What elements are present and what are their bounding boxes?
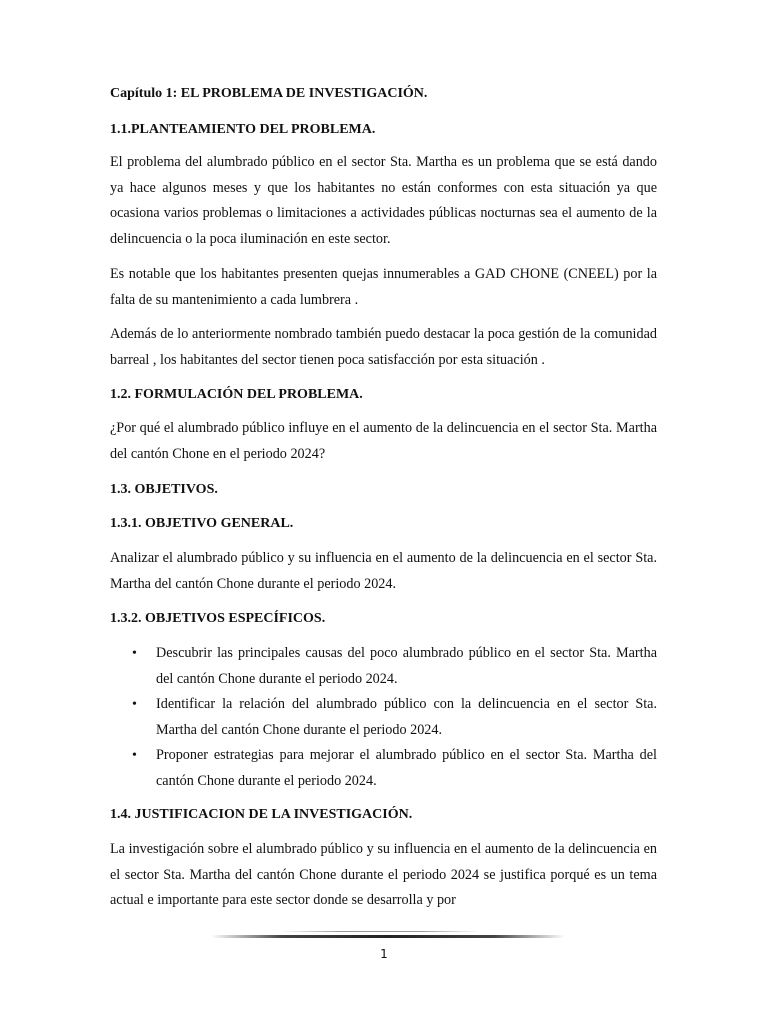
list-item-text: Identificar la relación del alumbrado público con la delincuencia en el sector Sta. Martha del cantón Chone durante el periodo 2024.: [156, 696, 657, 738]
heading-1-3: 1.3. OBJETIVOS.: [110, 482, 218, 497]
list-item: [110, 743, 657, 794]
paragraph-planteamiento: El problema del alumbrado público en el sector Sta. Martha es un problema que se está dando ya hace algunos meses y que los habitantes no están conformes con esta situación ya que ocasiona varios problemas o limitaciones a actividades públicas nocturnas sea el aumento de la delincuencia o la poca iluminación en este sector.: [110, 154, 657, 247]
paragraph-justificacion: La investigación sobre el alumbrado público y su influencia en el aumento de la delincuencia en el sector Sta. Martha del cantón Chone durante el periodo 2024 se justifica porqué es un tema actual e importante para este sector donde se desarrolla y por: [110, 841, 657, 908]
paragraph-formulacion: ¿Por qué el alumbrado público influye en el aumento de la delincuencia en el sector Sta. Martha del cantón Chone en el periodo 2024?: [110, 420, 657, 462]
paragraph-objetivo-general: Analizar el alumbrado público y su influencia en el aumento de la delincuencia en el sector Sta. Martha del cantón Chone durante el periodo 2024.: [110, 550, 657, 592]
heading-1-3-1: 1.3.1. OBJETIVO GENERAL.: [110, 516, 294, 531]
footer-divider-light: [280, 931, 480, 932]
heading-1-1: 1.1.PLANTEAMIENTO DEL PROBLEMA.: [110, 122, 376, 137]
objetivos-especificos-list: [110, 641, 657, 794]
chapter-title: Capítulo 1: EL PROBLEMA DE INVESTIGACIÓN.: [110, 86, 428, 101]
list-item: [110, 641, 657, 692]
bullet-icon: •: [132, 748, 137, 763]
heading-1-2: 1.2. FORMULACIÓN DEL PROBLEMA.: [110, 387, 363, 402]
heading-1-3-2: 1.3.2. OBJETIVOS ESPECÍFICOS.: [110, 611, 326, 626]
list-item-text: Proponer estrategias para mejorar el alumbrado público en el sector Sta. Martha del cantón Chone durante el periodo 2024.: [156, 747, 657, 789]
bullet-icon: •: [132, 697, 137, 712]
paragraph-quejas: Es notable que los habitantes presenten quejas innumerables a GAD CHONE (CNEEL) por la falta de su mantenimiento a cada lumbrera .: [110, 266, 657, 308]
list-item-text: Descubrir las principales causas del poco alumbrado público en el sector Sta. Martha del cantón Chone durante el periodo 2024.: [156, 645, 657, 687]
list-item: [110, 692, 657, 743]
page-number: 1: [380, 947, 388, 961]
bullet-icon: •: [132, 646, 137, 661]
heading-1-4: 1.4. JUSTIFICACION DE LA INVESTIGACIÓN.: [110, 807, 413, 822]
footer-divider: [211, 935, 565, 938]
paragraph-gestion: Además de lo anteriormente nombrado también puedo destacar la poca gestión de la comunidad barreal , los habitantes del sector tienen poca satisfacción por esta situación .: [110, 326, 657, 368]
